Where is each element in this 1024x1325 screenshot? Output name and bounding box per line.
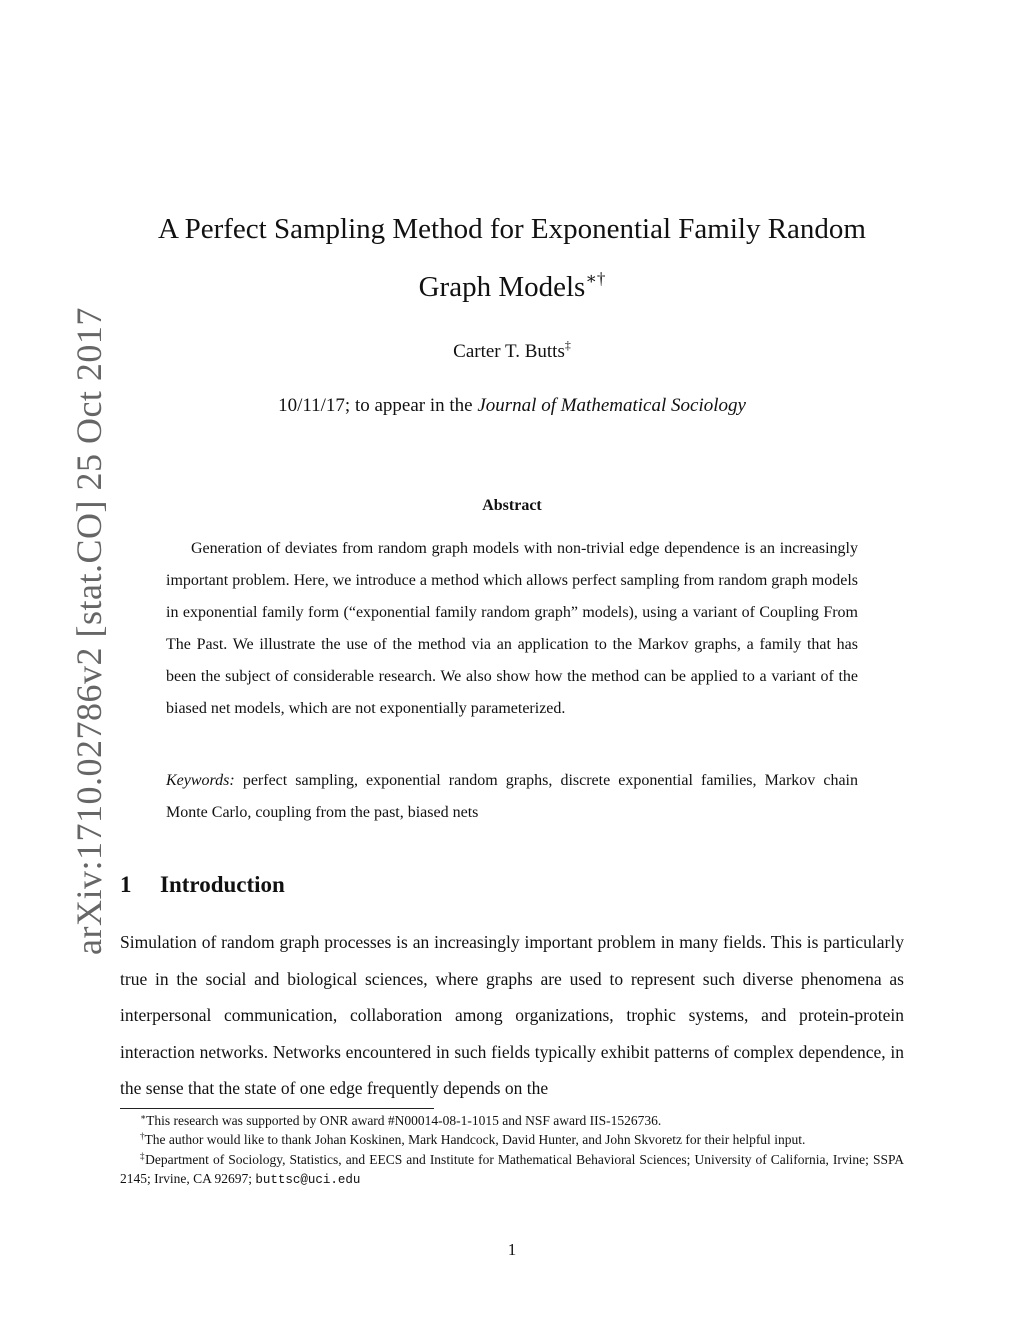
- abstract-text: Generation of deviates from random graph models with non-trivial edge dependence is an increasingly important problem. Here, we introduce a method which allows perfect sampling from random graph models in exponential family form (“exponential family random graph” models), using a variant of Coupling From The Past. We illustrate the use of the method via an application to the Markov graphs, a family that has been the subject of considerable research. We also show how the method can be applied to a variant of the biased net models, which are not exponentially parameterized.: [166, 540, 858, 717]
- section-number: 1: [120, 872, 132, 897]
- arxiv-sidebar-stamp: arXiv:1710.02786v2 [stat.CO] 25 Oct 2017: [69, 307, 109, 955]
- author-name: Carter T. Butts: [453, 341, 565, 362]
- introduction-paragraph: Simulation of random graph processes is an increasingly important problem in many fields. This is particularly true in the social and biological sciences, where graphs are used to represent such diverse phenomena as interpersonal communication, collaboration among organizations, trophic systems, and protein-protein interaction networks. Networks encountered in such fields typically exhibit patterns of complex dependence, in the sense that the state of one edge frequently depends on the: [120, 932, 904, 1098]
- journal-name: Journal of Mathematical Sociology: [477, 395, 746, 416]
- footnote-1-mark: ∗: [140, 1112, 147, 1122]
- footnote-3: [120, 1150, 904, 1191]
- keywords: [166, 765, 858, 829]
- date-prefix: 10/11/17; to appear in the: [278, 395, 478, 416]
- footnote-divider: [120, 1108, 434, 1109]
- section-title: Introduction: [160, 872, 285, 897]
- footnote-3-text: Department of Sociology, Statistics, and EECS and Institute for Mathematical Behavioral Sciences; University of California, Irvine; SSPA 2145; Irvine, CA 92697;: [120, 1151, 904, 1186]
- author-footnote-mark: ‡: [564, 338, 571, 352]
- page-number: 1: [507, 1240, 517, 1259]
- footnote-3-mark: ‡: [140, 1150, 146, 1161]
- footnote-2: [120, 1130, 904, 1149]
- section-heading: [120, 868, 285, 902]
- footnote-1: [120, 1111, 904, 1130]
- author-line: [120, 338, 904, 366]
- title-line-2-text: Graph Models: [418, 271, 586, 303]
- footnotes: [120, 1111, 904, 1190]
- abstract-heading: Abstract: [482, 497, 542, 514]
- title-line-1: A Perfect Sampling Method for Exponential Family Random: [158, 213, 866, 245]
- author-email-link[interactable]: buttsc@uci.edu: [255, 1172, 361, 1187]
- keywords-text: perfect sampling, exponential random graphs, discrete exponential families, Markov chain Monte Carlo, coupling from the past, biased nets: [166, 772, 858, 821]
- date-line: [120, 392, 904, 420]
- title-footnote-marks: ∗†: [585, 269, 606, 288]
- keywords-label: Keywords:: [166, 772, 235, 789]
- footnote-2-mark: †: [140, 1131, 145, 1142]
- footnote-2-text: The author would like to thank Johan Koskinen, Mark Handcock, David Hunter, and John Skvoretz for their helpful input.: [144, 1132, 806, 1148]
- title-line-2: [120, 258, 904, 316]
- paper-title: [120, 200, 904, 316]
- footnote-1-text: This research was supported by ONR award #N00014-08-1-1015 and NSF award IIS-1526736.: [146, 1113, 662, 1128]
